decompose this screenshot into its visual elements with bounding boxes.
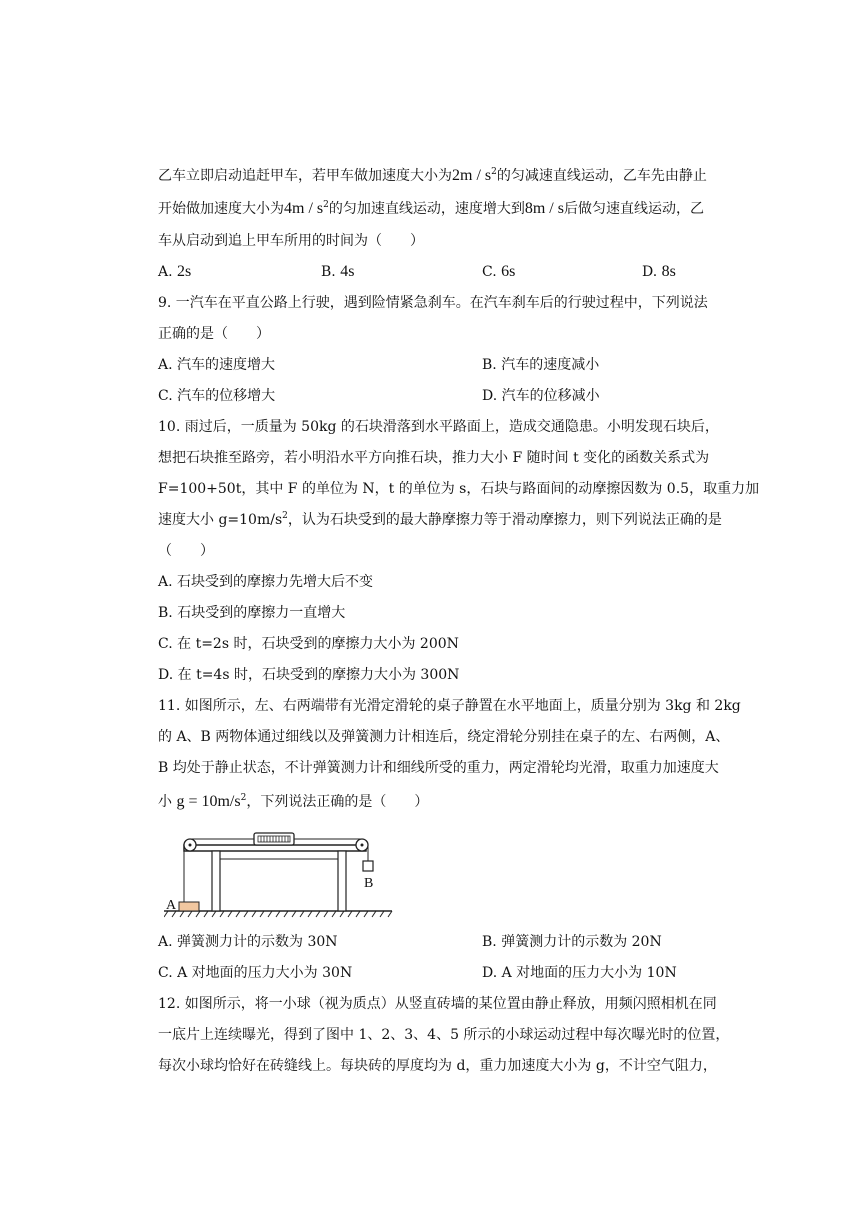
q10-line-3: F=100+50t，其中 F 的单位为 N，t 的单位为 s，石块与路面间的动摩擦因数为 0.5，取重力加 bbox=[158, 481, 760, 497]
q10-option-c: C. 在 t=2s 时，石块受到的摩擦力大小为 200N bbox=[158, 636, 459, 652]
q8-option-c: C. 6s bbox=[482, 263, 516, 280]
block-a bbox=[179, 902, 199, 911]
q12-line-1: 12. 如图所示，将一小球（视为质点）从竖直砖墙的某位置由静止释放，用频闪照相机在同 bbox=[158, 996, 717, 1012]
table-top bbox=[184, 845, 366, 851]
table-leg-left bbox=[212, 851, 220, 911]
q9-line-1: 9. 一汽车在平直公路上行驶，遇到险情紧急刹车。在汽车刹车后的行驶过程中，下列说法 bbox=[158, 295, 708, 311]
q8-accel-1: 2m / s bbox=[452, 167, 492, 184]
q11-line-2: 的 A、B 两物体通过细线以及弹簧测力计相连后，绕定滑轮分别挂在桌子的左、右两侧，A、 bbox=[158, 729, 730, 745]
q11-line-4: 小 $g = 10m/s^2$，下列说法正确的是（ ） bbox=[158, 793, 429, 810]
q12-line-2: 一底片上连续曝光，得到了图中 1、2、3、4、5 所示的小球运动过程中每次曝光时的位置， bbox=[158, 1027, 730, 1043]
block-b bbox=[363, 861, 373, 871]
q11-option-d: D. A 对地面的压力大小为 10N bbox=[482, 965, 677, 981]
q10-line-2: 想把石块推至路旁，若小明沿水平方向推石块，推力大小 F 随时间 t 变化的函数关系式为 bbox=[158, 450, 710, 466]
q8-line-2: 开始做加速度大小为$4m / s^2$的匀加速直线运动，速度增大到8m / s后做匀速直线运动，乙 bbox=[158, 200, 704, 217]
q9-option-a: A. 汽车的速度增大 bbox=[158, 357, 276, 373]
q10-option-d: D. 在 t=4s 时，石块受到的摩擦力大小为 300N bbox=[158, 667, 460, 683]
ground-hatching bbox=[164, 911, 392, 917]
q8-accel-2: 4m / s bbox=[284, 200, 324, 217]
q8-speed: 8m / s bbox=[524, 200, 564, 217]
q8-option-d: D. 8s bbox=[642, 263, 676, 280]
q10-line-5: （ ） bbox=[158, 543, 214, 559]
q11-option-b: B. 弹簧测力计的示数为 20N bbox=[482, 934, 662, 950]
q8-line-1: 乙车立即启动追赶甲车，若甲车做加速度大小为$2m / s^2$的匀减速直线运动，乙车先由静止 bbox=[158, 167, 707, 184]
q11-line-3: B 均处于静止状态，不计弹簧测力计和细线所受的重力，两定滑轮均光滑，取重力加速度大 bbox=[158, 760, 719, 776]
q11-line-1: 11. 如图所示，左、右两端带有光滑定滑轮的桌子静置在水平地面上，质量分别为 3kg 和 2kg bbox=[158, 698, 741, 714]
block-b-label: B bbox=[364, 876, 374, 891]
q8-line-3: 车从启动到追上甲车所用的时间为（ ） bbox=[158, 233, 424, 249]
q9-option-b: B. 汽车的速度减小 bbox=[482, 357, 600, 373]
q9-line-2: 正确的是（ ） bbox=[158, 326, 270, 342]
table-leg-right bbox=[338, 851, 346, 911]
q9-option-d: D. 汽车的位移减小 bbox=[482, 388, 600, 404]
q11-option-c: C. A 对地面的压力大小为 30N bbox=[158, 965, 353, 981]
q8-option-b: B. 4s bbox=[321, 263, 355, 280]
q12-line-3: 每次小球均恰好在砖缝线上。每块砖的厚度均为 d，重力加速度大小为 g，不计空气阻力， bbox=[158, 1058, 717, 1074]
q8-option-a: A. 2s bbox=[158, 263, 192, 280]
q10-option-b: B. 石块受到的摩擦力一直增大 bbox=[158, 605, 346, 621]
q11-figure bbox=[164, 825, 394, 920]
q11-option-a: A. 弹簧测力计的示数为 30N bbox=[158, 934, 338, 950]
q9-option-c: C. 汽车的位移增大 bbox=[158, 388, 276, 404]
q10-option-a: A. 石块受到的摩擦力先增大后不变 bbox=[158, 574, 374, 590]
block-a-label: A bbox=[166, 898, 177, 913]
q10-line-1: 10. 雨过后，一质量为 50kg 的石块滑落到水平路面上，造成交通隐患。小明发现石块后， bbox=[158, 419, 719, 435]
q10-line-4: 速度大小 $g=10m/s^2$，认为石块受到的最大静摩擦力等于滑动摩擦力，则下列说法正确的是 bbox=[158, 511, 722, 528]
